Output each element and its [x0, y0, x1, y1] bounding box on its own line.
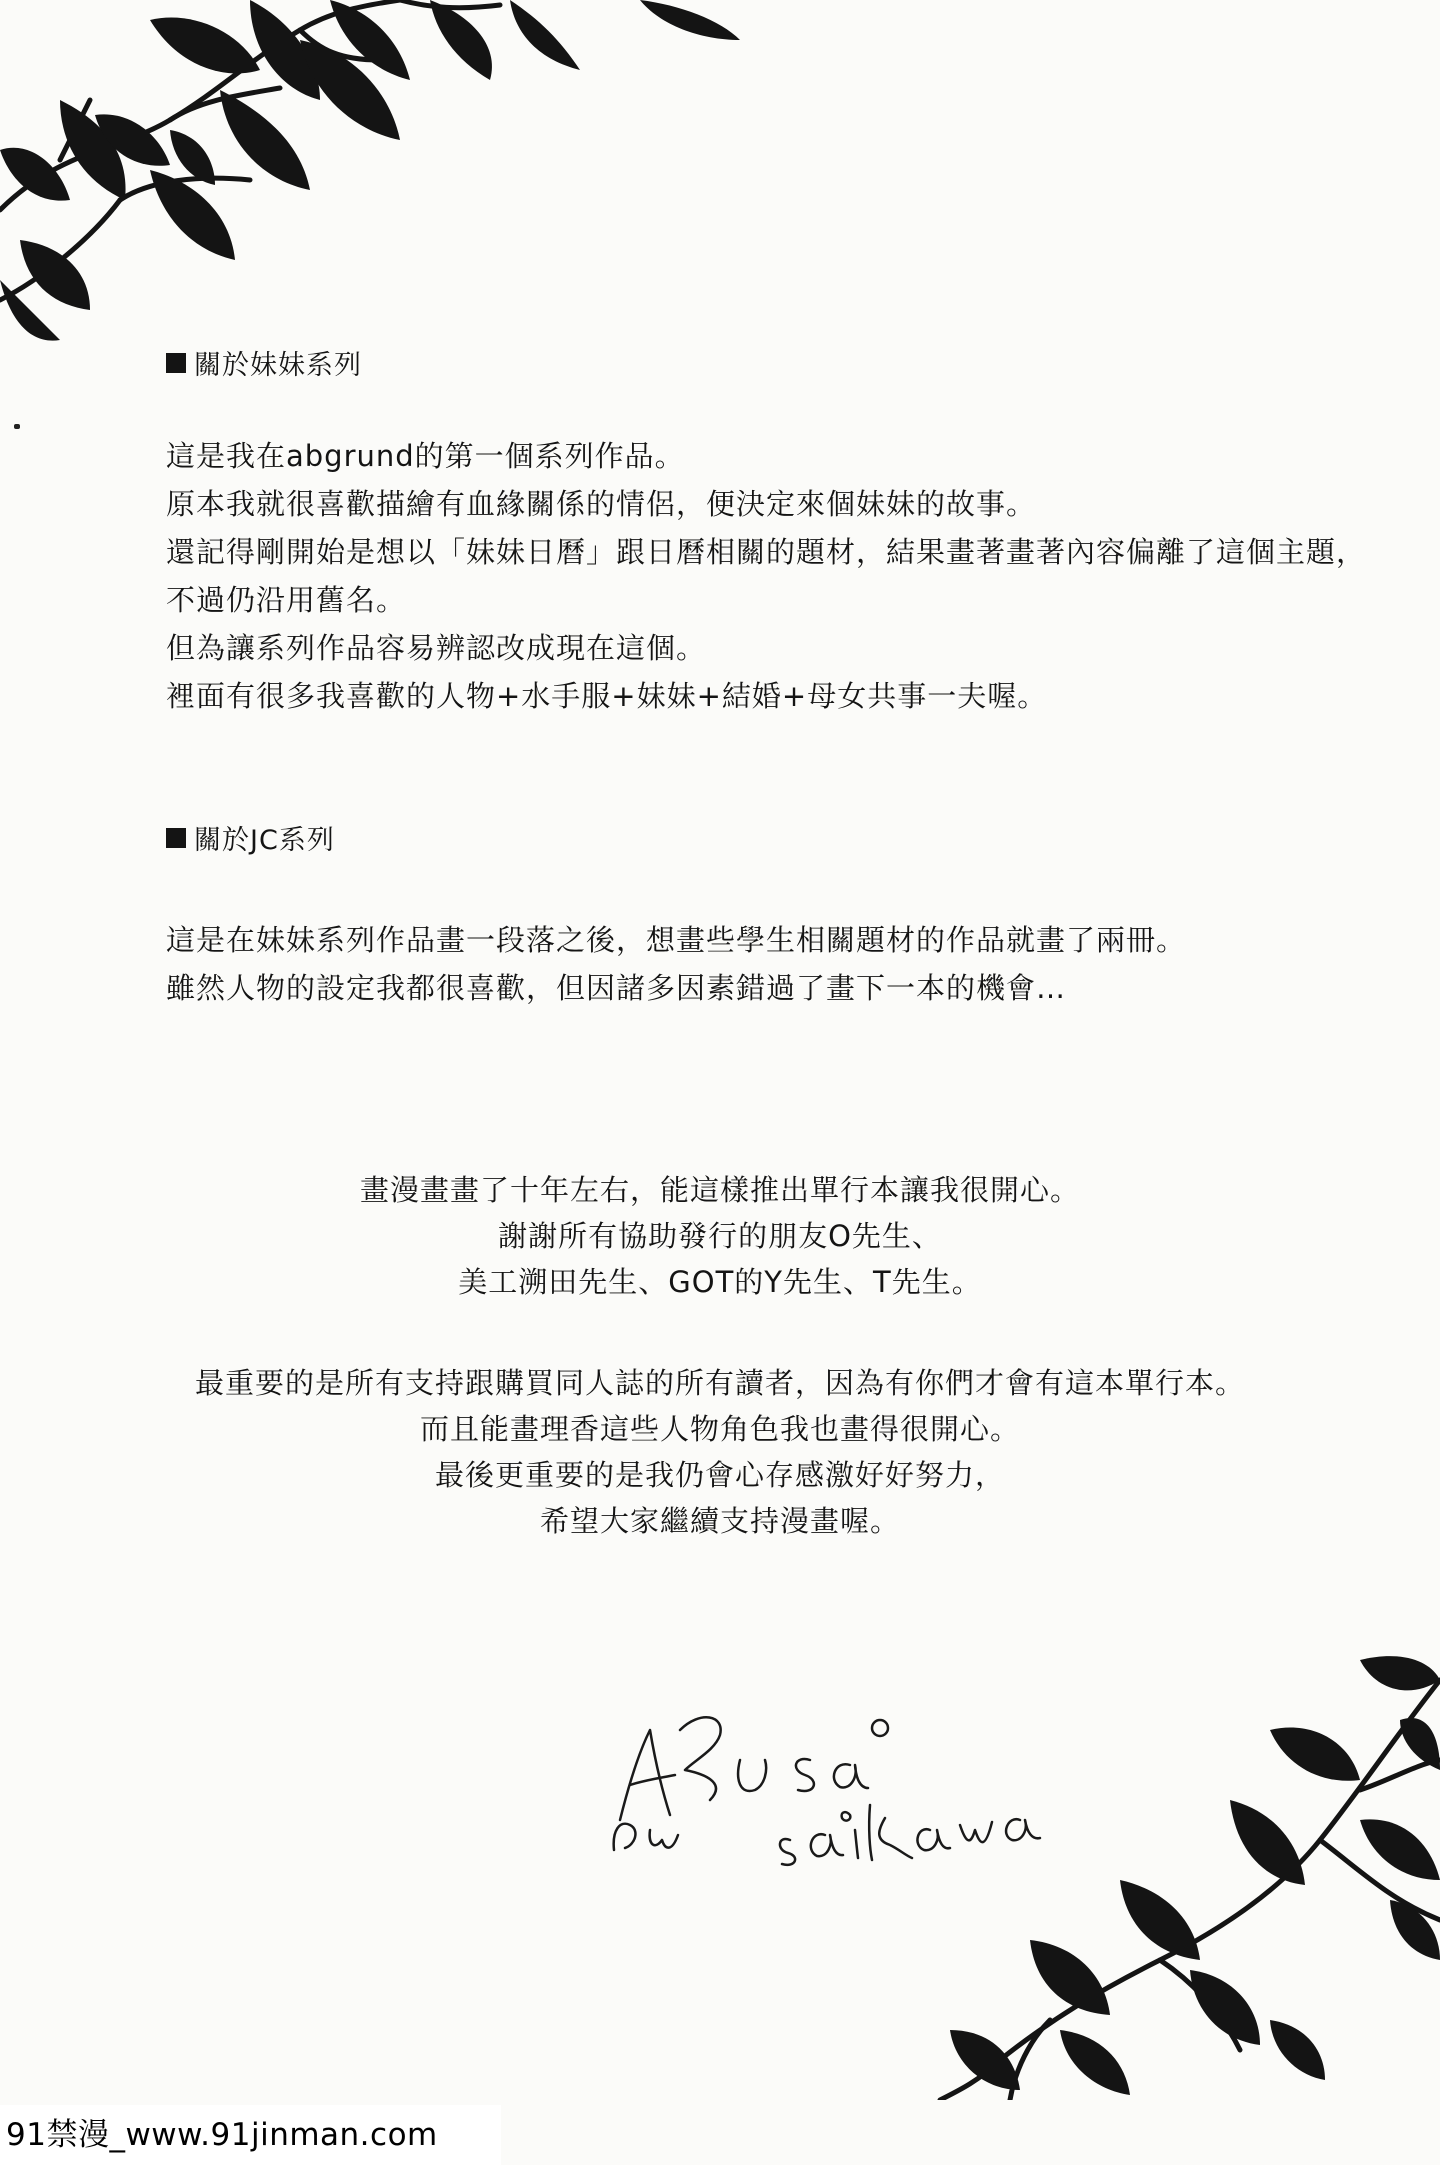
text-line: 希望大家繼續支持漫畫喔。 — [539, 1504, 900, 1538]
text-line: 不過仍沿用舊名。 — [166, 583, 407, 617]
text-line: 謝謝所有協助發行的朋友O先生、 — [498, 1219, 942, 1253]
square-bullet-icon — [166, 828, 186, 848]
text-line: 裡面有很多我喜歡的人物+水手服+妹妹+結婚+母女共事一夫喔。 — [166, 679, 1048, 713]
text-line: 這是我在abgrund的第一個系列作品。 — [166, 439, 685, 473]
text-line: 美工溯田先生、GOT的Y先生、T先生。 — [458, 1265, 982, 1299]
jc-series-paragraph — [166, 916, 1396, 1012]
handwritten-signature — [600, 1690, 1080, 1870]
heading-text: 關於妹妹系列 — [194, 350, 362, 381]
closing-block — [0, 1360, 1440, 1544]
heading-text: 關於JC系列 — [194, 825, 335, 856]
text-line: 而且能畫理香這些人物角色我也畫得很開心。 — [419, 1412, 1020, 1446]
text-line: 原本我就很喜歡描繪有血緣關係的情侶，便決定來個妹妹的故事。 — [166, 487, 1037, 521]
text-line: 最重要的是所有支持跟購買同人誌的所有讀者，因為有你們才會有這本單行本。 — [194, 1366, 1245, 1400]
text-line: 但為讓系列作品容易辨認改成現在這個。 — [166, 631, 707, 665]
text-line: 這是在妹妹系列作品畫一段落之後，想畫些學生相關題材的作品就畫了兩冊。 — [166, 923, 1187, 957]
edge-mark — [14, 424, 20, 429]
thanks-block — [0, 1167, 1440, 1305]
square-bullet-icon — [166, 353, 186, 373]
section-heading-jc-series — [166, 818, 335, 857]
site-watermark: 91禁漫_www.91jinman.com — [0, 2105, 501, 2165]
text-line: 雖然人物的設定我都很喜歡，但因諸多因素錯過了畫下一本的機會… — [166, 971, 1067, 1005]
text-line: 還記得剛開始是想以「妹妹日曆」跟日曆相關的題材，結果畫著畫著內容偏離了這個主題， — [166, 535, 1367, 569]
vine-leaves-top-decoration — [0, 0, 760, 370]
section-heading-sister-series — [166, 343, 362, 382]
sister-series-paragraph — [166, 432, 1396, 720]
text-line: 最後更重要的是我仍會心存感激好好努力， — [434, 1458, 1005, 1492]
text-line: 畫漫畫畫了十年左右，能這樣推出單行本讓我很開心。 — [359, 1173, 1080, 1207]
